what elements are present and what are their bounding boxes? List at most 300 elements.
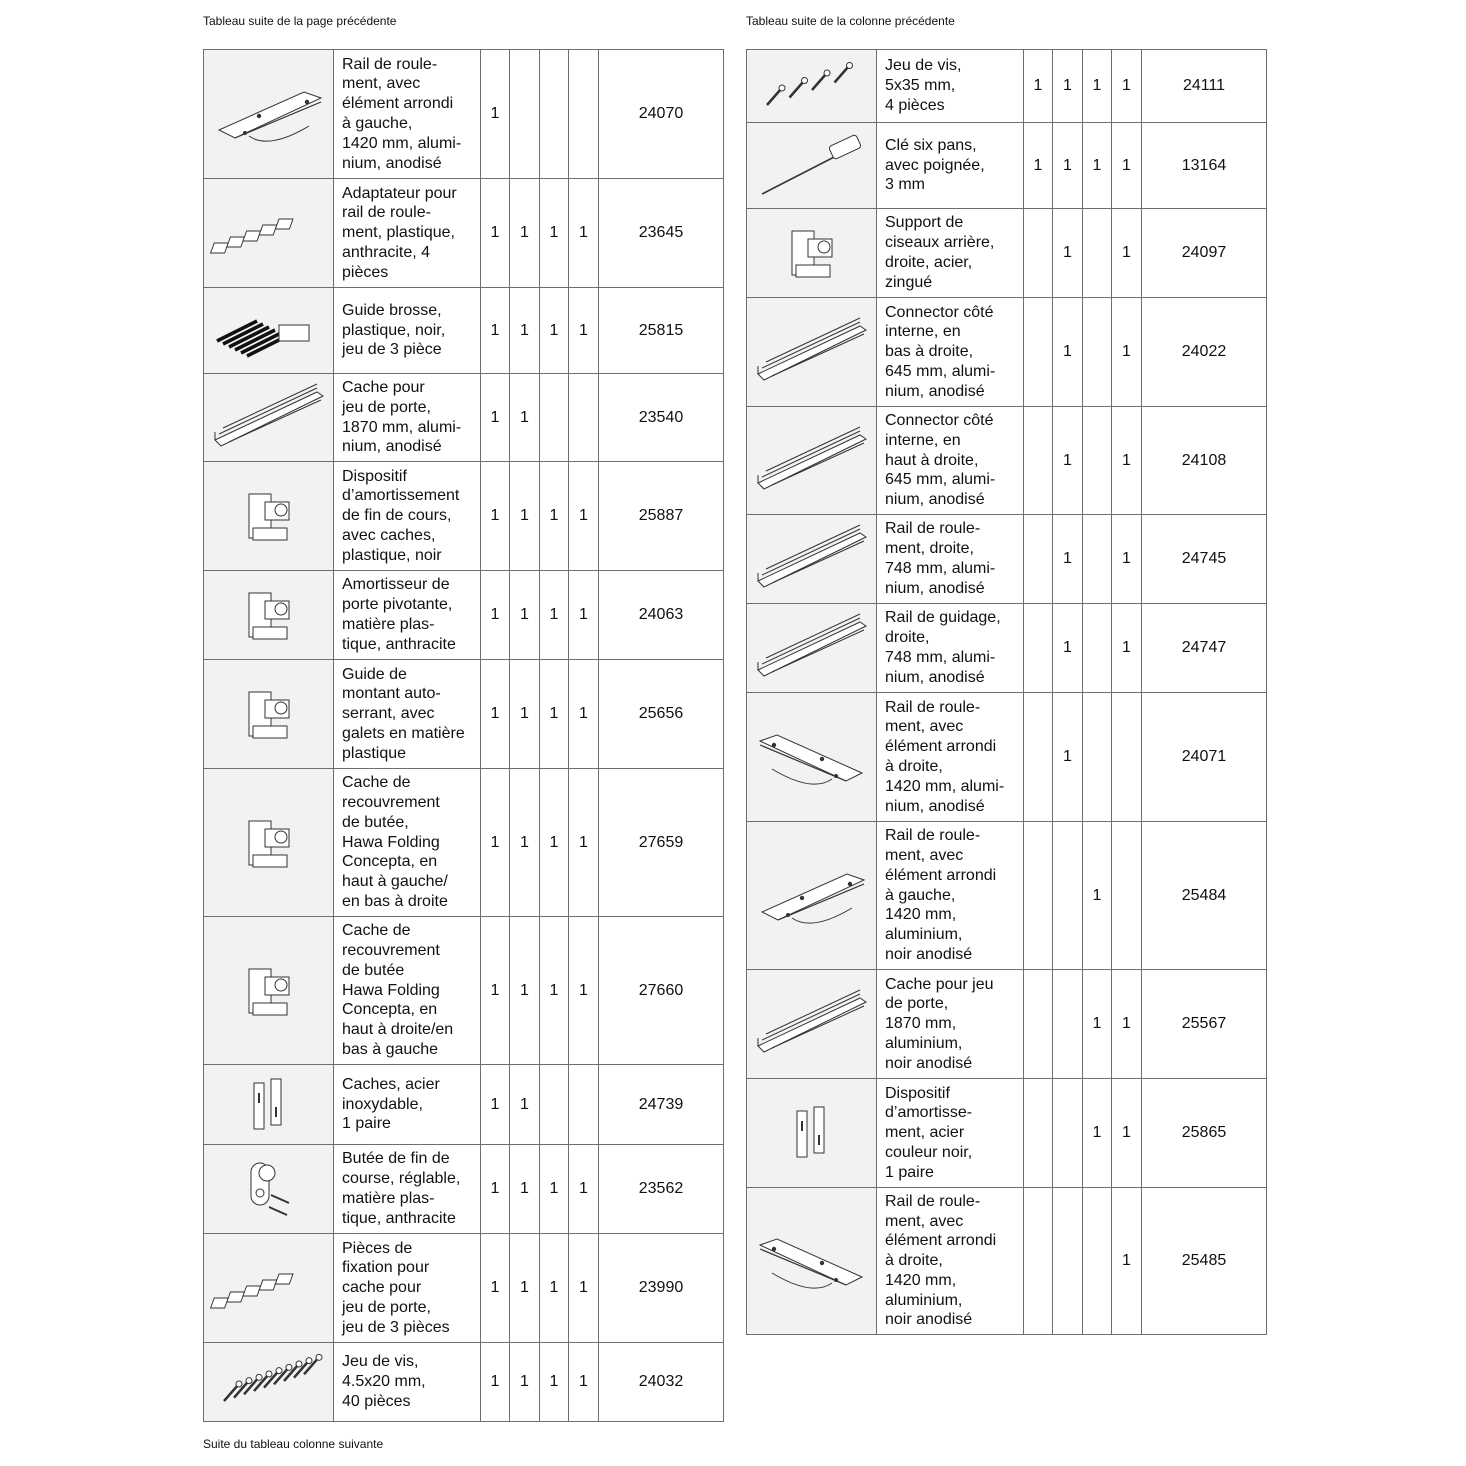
quantity-cell [1024, 515, 1053, 604]
quantity-cell: 1 [1053, 604, 1083, 693]
description-line: ment, avec [885, 718, 964, 736]
quantity-cell: 1 [1024, 50, 1053, 123]
screw-set-40-icon [209, 1346, 329, 1418]
description-line: 1 paire [342, 1115, 391, 1133]
description-line: aluminium, [885, 1034, 963, 1052]
table-row [747, 1079, 1267, 1188]
quantity-cell: 1 [1112, 970, 1142, 1079]
description-line: porte pivotante, [342, 596, 453, 614]
quantity-cell: 1 [540, 660, 569, 769]
product-image [204, 1343, 334, 1422]
quantity-cell: 1 [1053, 209, 1083, 298]
running-rail-icon [752, 523, 872, 595]
quantity-cell: 1 [540, 288, 569, 374]
product-image [204, 179, 334, 288]
description-line: interne, en [885, 431, 961, 449]
description-line: Butée de fin de [342, 1150, 450, 1168]
table-row [747, 209, 1267, 298]
article-number: 23645 [599, 179, 724, 288]
quantity-cell: 1 [481, 179, 510, 288]
cover-profile-black-icon [752, 988, 872, 1060]
description-line: 40 pièces [342, 1392, 411, 1410]
quantity-cell: 1 [1083, 1079, 1112, 1188]
description-line: à gauche, [885, 886, 956, 904]
article-number: 24739 [599, 1065, 724, 1145]
description-line: nium, anodisé [885, 491, 985, 509]
description-line: Rail de roule- [885, 1192, 981, 1210]
quantity-cell [1024, 604, 1053, 693]
quantity-cell [1024, 209, 1053, 298]
product-description [877, 515, 1024, 604]
article-number: 25887 [599, 462, 724, 571]
description-line: noir anodisé [885, 945, 973, 963]
quantity-cell [1024, 298, 1053, 407]
quantity-cell: 1 [510, 462, 540, 571]
quantity-cell: 1 [1112, 604, 1142, 693]
quantity-cell [1083, 298, 1112, 407]
description-line: ment, acier [885, 1124, 965, 1142]
description-line: en bas à droite [342, 892, 448, 910]
description-line: droite, acier, [885, 254, 973, 271]
quantity-cell: 1 [1083, 822, 1112, 970]
quantity-cell [1083, 209, 1112, 298]
product-image [204, 917, 334, 1065]
description-line: Hawa Folding [342, 833, 440, 851]
description-line: Jeu de vis, [885, 57, 962, 75]
table-row [204, 374, 724, 462]
description-line: ment, avec [342, 75, 421, 93]
description-line: 1420 mm, [885, 1271, 957, 1289]
table-row [204, 1343, 724, 1422]
description-line: aluminium, [885, 926, 963, 944]
quantity-cell [1083, 693, 1112, 822]
quantity-cell: 1 [1112, 123, 1142, 209]
description-line: à gauche, [342, 115, 413, 132]
table-row [204, 1234, 724, 1343]
article-number: 25815 [599, 288, 724, 374]
table-row [204, 288, 724, 374]
quantity-cell: 1 [1053, 693, 1083, 822]
steel-caps-icon [209, 1069, 329, 1141]
quantity-cell [1083, 604, 1112, 693]
description-line: galets en matière [342, 724, 465, 742]
quantity-cell: 1 [510, 179, 540, 288]
quantity-cell: 1 [481, 571, 510, 660]
quantity-cell: 1 [481, 660, 510, 769]
product-image [747, 298, 877, 407]
table-row [747, 123, 1267, 209]
description-line: 1870 mm, alumi- [342, 418, 462, 436]
article-number: 25484 [1142, 822, 1267, 970]
caption-left-top: Tableau suite de la page précédente [203, 14, 397, 28]
stop-cover-right-icon [209, 955, 329, 1027]
parts-table-right [746, 49, 1267, 1335]
article-number: 24108 [1142, 407, 1267, 515]
description-line: recouvrement [342, 794, 440, 811]
connector-bottom-icon [752, 316, 872, 388]
product-description [334, 917, 481, 1065]
description-line: Rail de roule- [885, 827, 981, 845]
quantity-cell: 1 [1112, 515, 1142, 604]
quantity-cell: 1 [569, 288, 599, 374]
article-number: 24022 [1142, 298, 1267, 407]
description-line: Dispositif [885, 1084, 950, 1102]
adapter-icon [209, 197, 329, 269]
article-number: 24097 [1142, 209, 1267, 298]
quantity-cell: 1 [1112, 209, 1142, 298]
description-line: haut à gauche/ [342, 873, 448, 891]
quantity-cell: 1 [1053, 407, 1083, 515]
caption-right-top: Tableau suite de la colonne précédente [746, 14, 955, 28]
rail-rounded-right-icon [752, 721, 872, 793]
product-description [877, 1079, 1024, 1188]
product-image [204, 571, 334, 660]
description-line: Concepta, en [342, 1001, 438, 1019]
quantity-cell [1024, 970, 1053, 1079]
description-line: à droite, [885, 1252, 943, 1270]
table-row [747, 604, 1267, 693]
description-line: pièces [342, 263, 389, 281]
quantity-cell: 1 [569, 179, 599, 288]
quantity-cell [1024, 1188, 1053, 1335]
description-line: élément arrondi [885, 738, 997, 756]
quantity-cell [1024, 1079, 1053, 1188]
description-line: noir anodisé [885, 1054, 973, 1072]
description-line: tique, anthracite [342, 635, 456, 653]
description-line: ment, avec [885, 847, 964, 864]
table-row [204, 1065, 724, 1145]
product-image [747, 822, 877, 970]
product-image [204, 288, 334, 374]
quantity-cell: 1 [540, 769, 569, 917]
quantity-cell [1083, 407, 1112, 515]
description-line: Jeu de vis, [342, 1353, 419, 1371]
product-image [204, 462, 334, 571]
quantity-cell [1024, 407, 1053, 515]
article-number: 23540 [599, 374, 724, 462]
cover-profile-icon [209, 382, 329, 454]
product-description [334, 1065, 481, 1145]
quantity-cell [1083, 1188, 1112, 1335]
description-line: recouvrement [342, 942, 440, 959]
product-description [877, 123, 1024, 209]
quantity-cell: 1 [569, 571, 599, 660]
description-line: de porte, [885, 995, 949, 1013]
table-row [747, 407, 1267, 515]
description-line: de fin de cours, [342, 507, 452, 525]
article-number: 24745 [1142, 515, 1267, 604]
quantity-cell [540, 50, 569, 179]
stop-cover-left-icon [209, 807, 329, 879]
product-description [877, 50, 1024, 123]
quantity-cell: 1 [540, 1343, 569, 1422]
product-image [204, 1145, 334, 1234]
description-line: montant auto- [342, 685, 441, 703]
description-line: avec poignée, [885, 156, 985, 174]
description-line: plastique, noir [342, 546, 442, 564]
quantity-cell: 1 [510, 769, 540, 917]
quantity-cell: 1 [540, 571, 569, 660]
quantity-cell: 1 [510, 1234, 540, 1343]
product-image [747, 123, 877, 209]
table-row [204, 50, 724, 179]
quantity-cell: 1 [510, 660, 540, 769]
quantity-cell: 1 [569, 1234, 599, 1343]
description-line: haut à droite, [885, 451, 979, 469]
product-image [747, 515, 877, 604]
quantity-cell: 1 [1053, 123, 1083, 209]
description-line: 645 mm, alumi- [885, 362, 996, 380]
description-line: 748 mm, alumi- [885, 649, 996, 666]
quantity-cell: 1 [569, 1145, 599, 1234]
description-line: tique, anthracite [342, 1209, 456, 1227]
description-line: bas à droite, [885, 343, 974, 361]
product-description [334, 288, 481, 374]
quantity-cell: 1 [481, 1145, 510, 1234]
table-row [204, 1145, 724, 1234]
quantity-cell [1053, 1188, 1083, 1335]
quantity-cell: 1 [1024, 123, 1053, 209]
description-line: d’amortisse- [885, 1104, 973, 1122]
quantity-cell: 1 [569, 917, 599, 1065]
table-row [747, 1188, 1267, 1335]
guide-rail-icon [752, 612, 872, 684]
description-line: 1420 mm, alumi- [885, 777, 1005, 795]
product-image [204, 1065, 334, 1145]
quantity-cell [540, 1065, 569, 1145]
quantity-cell: 1 [481, 50, 510, 179]
description-line: 1870 mm, [885, 1015, 957, 1033]
quantity-cell: 1 [540, 917, 569, 1065]
article-number: 23562 [599, 1145, 724, 1234]
product-description [334, 374, 481, 462]
quantity-cell [1112, 822, 1142, 970]
description-line: 4 pièces [885, 96, 945, 114]
table-row [204, 179, 724, 288]
quantity-cell: 1 [510, 288, 540, 374]
description-line: jeu de 3 pièce [342, 341, 442, 359]
quantity-cell: 1 [1112, 1079, 1142, 1188]
quantity-cell: 1 [1083, 970, 1112, 1079]
description-line: serrant, avec [342, 705, 435, 723]
quantity-cell [1053, 822, 1083, 970]
quantity-cell [569, 50, 599, 179]
rail-rounded-left-icon [209, 78, 329, 150]
description-line: 1420 mm, [885, 906, 957, 924]
description-line: Pièces de [342, 1239, 413, 1257]
product-description [877, 693, 1024, 822]
description-line: 5x35 mm, [885, 77, 956, 95]
product-description [877, 604, 1024, 693]
product-image [747, 209, 877, 298]
article-number: 24070 [599, 50, 724, 179]
quantity-cell: 1 [1112, 407, 1142, 515]
article-number: 25656 [599, 660, 724, 769]
description-line: bas à gauche [342, 1040, 439, 1058]
article-number: 24111 [1142, 50, 1267, 123]
quantity-cell: 1 [1053, 298, 1083, 407]
quantity-cell: 1 [1112, 50, 1142, 123]
description-line: 4.5x20 mm, [342, 1373, 426, 1391]
description-line: inoxydable, [342, 1095, 423, 1113]
product-image [747, 604, 877, 693]
quantity-cell: 1 [1083, 123, 1112, 209]
quantity-cell: 1 [540, 179, 569, 288]
quantity-cell: 1 [510, 374, 540, 462]
product-image [747, 1188, 877, 1335]
description-line: ment, avec [885, 1212, 964, 1230]
quantity-cell: 1 [510, 1065, 540, 1145]
table-row [204, 769, 724, 917]
description-line: haut à droite/en [342, 1021, 454, 1039]
damper-set-icon [209, 480, 329, 552]
description-line: nium, anodisé [885, 382, 985, 400]
description-line: 645 mm, alumi- [885, 471, 996, 489]
product-description [334, 769, 481, 917]
product-image [747, 693, 877, 822]
description-line: élément arrondi [885, 866, 997, 884]
rail-rounded-right-black-icon [752, 1225, 872, 1297]
product-image [747, 407, 877, 515]
description-line: Rail de roule- [885, 698, 981, 716]
description-line: d’amortissement [342, 487, 460, 505]
description-line: rail de roule- [342, 204, 431, 222]
quantity-cell: 1 [569, 462, 599, 571]
description-line: ment, droite, [885, 540, 974, 558]
quantity-cell: 1 [569, 660, 599, 769]
screw-set-4-icon [752, 50, 872, 122]
article-number: 24747 [1142, 604, 1267, 693]
fixing-parts-icon [209, 1252, 329, 1324]
description-line: élément arrondi [885, 1232, 997, 1250]
quantity-cell: 1 [1053, 515, 1083, 604]
quantity-cell: 1 [510, 1145, 540, 1234]
article-number: 27659 [599, 769, 724, 917]
product-description [334, 50, 481, 179]
description-line: de butée [342, 961, 405, 979]
description-line: Guide brosse, [342, 301, 442, 319]
description-line: Cache pour jeu [885, 975, 994, 993]
table-row [204, 571, 724, 660]
product-image [747, 50, 877, 123]
quantity-cell [569, 1065, 599, 1145]
table-row [204, 917, 724, 1065]
scissor-bracket-icon [752, 217, 872, 289]
product-description [877, 298, 1024, 407]
description-line: Hawa Folding [342, 981, 440, 999]
description-line: à droite, [885, 758, 943, 775]
product-description [877, 822, 1024, 970]
description-line: aluminium, [885, 1291, 963, 1309]
hex-key-icon [752, 130, 872, 202]
description-line: matière plas- [342, 616, 435, 633]
description-line: cache pour [342, 1279, 422, 1297]
description-line: avec caches, [342, 526, 436, 544]
article-number: 27660 [599, 917, 724, 1065]
description-line: Guide de [342, 665, 407, 683]
article-number: 25865 [1142, 1079, 1267, 1188]
table-row [747, 693, 1267, 822]
product-image [204, 769, 334, 917]
description-line: nium, anodisé [885, 797, 985, 815]
product-image [747, 970, 877, 1079]
quantity-cell: 1 [569, 1343, 599, 1422]
quantity-cell [1024, 822, 1053, 970]
quantity-cell: 1 [481, 1234, 510, 1343]
description-line: Cache de [342, 774, 411, 792]
description-line: jeu de porte, [342, 1298, 431, 1316]
description-line: 748 mm, alumi- [885, 560, 996, 577]
description-line: Cache de [342, 922, 411, 940]
description-line: 1 paire [885, 1163, 934, 1181]
table-row [747, 50, 1267, 123]
product-image [204, 1234, 334, 1343]
product-description [877, 209, 1024, 298]
product-description [877, 1188, 1024, 1335]
article-number: 24071 [1142, 693, 1267, 822]
description-line: droite, [885, 629, 930, 647]
product-image [747, 1079, 877, 1188]
description-line: zingué [885, 273, 933, 291]
post-guide-icon [209, 678, 329, 750]
description-line: Cache pour [342, 378, 425, 396]
description-line: Caches, acier [342, 1075, 440, 1093]
quantity-cell: 1 [481, 288, 510, 374]
table-row [747, 298, 1267, 407]
description-line: Rail de guidage, [885, 609, 1001, 627]
description-line: jeu de 3 pièces [342, 1318, 450, 1336]
quantity-cell: 1 [481, 462, 510, 571]
description-line: Dispositif [342, 467, 407, 485]
description-line: noir anodisé [885, 1311, 973, 1329]
description-line: de butée, [342, 813, 409, 831]
description-line: couleur noir, [885, 1143, 973, 1161]
description-line: Clé six pans, [885, 136, 977, 154]
description-line: Connector côté [885, 412, 994, 429]
quantity-cell [540, 374, 569, 462]
description-line: nium, anodisé [342, 154, 442, 172]
description-line: nium, anodisé [885, 579, 985, 597]
quantity-cell [510, 50, 540, 179]
description-line: Concepta, en [342, 853, 438, 871]
product-image [204, 50, 334, 179]
article-number: 25485 [1142, 1188, 1267, 1335]
damper-caps-black-icon [752, 1097, 872, 1169]
end-stop-icon [209, 1153, 329, 1225]
table-row [747, 970, 1267, 1079]
description-line: Amortisseur de [342, 576, 450, 594]
description-line: nium, anodisé [885, 668, 985, 686]
description-line: 3 mm [885, 176, 925, 194]
quantity-cell [569, 374, 599, 462]
quantity-cell: 1 [481, 917, 510, 1065]
quantity-cell: 1 [540, 1234, 569, 1343]
table-row [747, 822, 1267, 970]
description-line: anthracite, 4 [342, 243, 431, 261]
quantity-cell: 1 [1112, 298, 1142, 407]
quantity-cell: 1 [481, 1065, 510, 1145]
table-row [204, 462, 724, 571]
connector-top-icon [752, 425, 872, 497]
quantity-cell: 1 [481, 1343, 510, 1422]
description-line: matière plas- [342, 1190, 435, 1207]
article-number: 13164 [1142, 123, 1267, 209]
description-line: élément arrondi [342, 95, 454, 113]
product-description [334, 1343, 481, 1422]
description-line: Adaptateur pour [342, 184, 457, 202]
product-description [334, 1145, 481, 1234]
description-line: interne, en [885, 323, 961, 341]
